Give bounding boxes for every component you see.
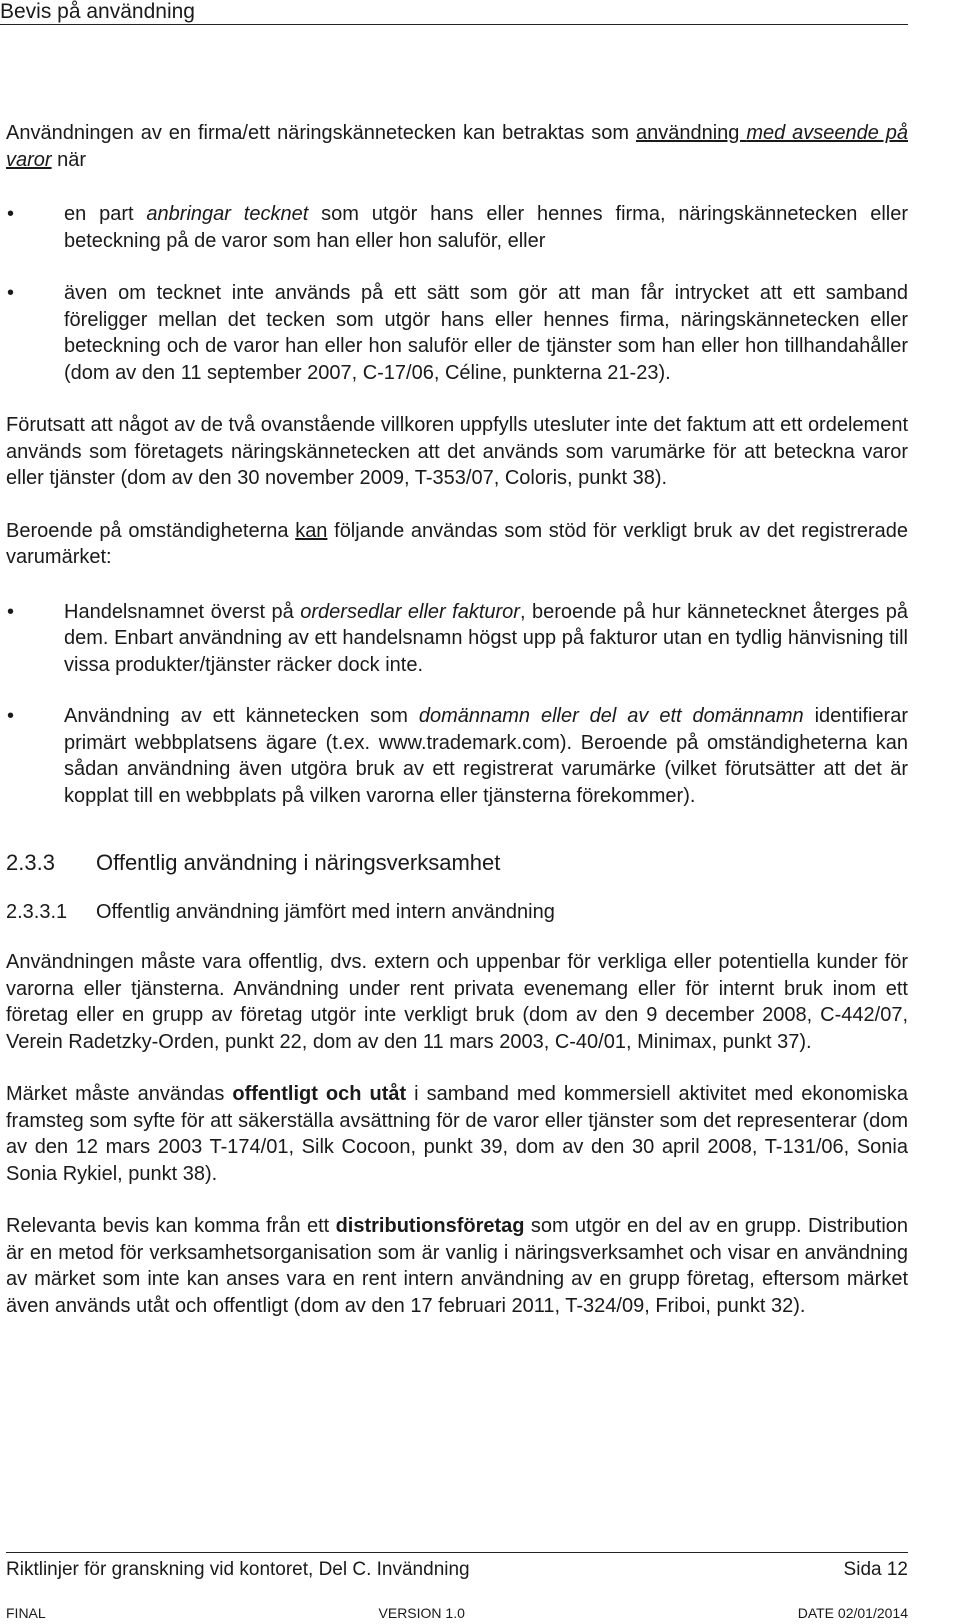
para-text: Märket måste användas	[6, 1083, 233, 1105]
para-bold: offentligt och utåt	[232, 1083, 407, 1105]
para-text: Beroende på omständigheterna	[6, 519, 296, 542]
page-number: Sida 12	[843, 1559, 908, 1580]
list-item	[6, 201, 908, 254]
section-title: Offentlig användning i näringsverksamhet	[96, 850, 501, 875]
item-text: även om tecknet inte används på ett sätt som gör att man får intrycket att ett samband föreligger mellan det tecken som utgör hans eller hennes firma, näringskännetecken eller beteckning och de varor han eller hon saluför eller de tjänster som han eller hon tillhandahåller (dom av den 11 september 2007, C-17/06, Céline, punkterna 21-23).	[64, 282, 908, 384]
bullet-icon: •	[7, 203, 15, 225]
para-underlined: kan	[295, 519, 328, 542]
bullet-icon: •	[7, 600, 15, 623]
header-title: Bevis på användning	[0, 0, 195, 23]
evidence-list	[6, 599, 908, 810]
para-text: Relevanta bevis kan komma från ett	[6, 1215, 336, 1237]
item-text-end: identifierar primärt webbplatsens ägare (t.ex. www.trademark.com). Beroende på omständigheterna kan sådan användning även utgöra bruk av ett registrerat varumärke (vilket förutsätter att det är kopplat till en webbplats på vilken varorna eller tjänsterna förekommer).	[64, 705, 908, 807]
para-bold: distributionsföretag	[335, 1215, 525, 1237]
paragraph-intro	[6, 120, 908, 173]
document-body	[6, 120, 908, 1319]
bullet-icon: •	[7, 282, 15, 304]
para-text-end: följande användas som stöd för verkligt bruk av det registrerade varumärket:	[6, 519, 908, 568]
para-text-end: som utgör en del av en grupp. Distribution är en metod för verksamhetsorganisation som är vanlig i näringsverksamhet och visar en användning av märket som inte kan anses vara en rent intern användning av en grupp företag, eftersom märket även används utåt och offentligt (dom av den 17 februari 2011, T-324/09, Friboi, punkt 32).	[6, 1215, 909, 1317]
page-footer	[6, 1552, 908, 1581]
item-text: Användning av ett kännetecken som	[64, 705, 419, 727]
footer-status: FINAL	[6, 1605, 46, 1621]
intro-underlined-italic: med avseende på varor	[6, 122, 908, 171]
bullet-icon: •	[7, 705, 15, 727]
condition-list	[6, 201, 908, 386]
paragraph-public-use: Användningen måste vara offentlig, dvs. extern och uppenbar för verkliga eller potentiella kunder för varorna eller tjänsterna. Användning under rent privata evenemang eller för internt bruk inom ett företag eller en grupp av företag utgör inte verkligt bruk (dom av den 9 december 2008, C-442/07, Verein Radetzky-Orden, punkt 22, dom av den 11 mars 2003, C-40/01, Minimax, punkt 37).	[6, 951, 908, 1053]
intro-underlined: användning	[635, 122, 747, 144]
intro-text: Användningen av en firma/ett näringskännetecken kan betraktas som	[6, 122, 636, 144]
intro-end: när	[51, 148, 87, 171]
item-italic: anbringar tecknet	[146, 203, 309, 225]
footer-date: DATE 02/01/2014	[797, 1605, 908, 1621]
para-text-end: i samband med kommersiell aktivitet med ekonomiska framsteg som syfte för att säkerställa avsättning för de varor eller tjänster som det representerar (dom av den 12 mars 2003 T-174/01, Silk Cocoon, punkt 39, dom av den 30 april 2008, T-131/06, Sonia Sonia Rykiel, punkt 38).	[6, 1083, 908, 1185]
paragraph-outward	[6, 1081, 908, 1187]
footer-document-title: Riktlinjer för granskning vid kontoret, Del C. Invändning	[6, 1559, 470, 1580]
version-footer	[6, 1602, 908, 1624]
list-item	[6, 703, 908, 809]
item-text-end: som utgör hans eller hennes firma, näringskännetecken eller beteckning på de varor som han eller hon saluför, eller	[64, 203, 909, 252]
list-item	[6, 599, 908, 679]
section-heading	[6, 849, 908, 877]
item-italic: domännamn eller del av ett domännamn	[418, 705, 804, 727]
section-number: 2.3.3	[6, 850, 55, 875]
footer-version: VERSION 1.0	[378, 1605, 465, 1621]
page-header	[0, 0, 908, 25]
paragraph-condition: Förutsatt att något av de två ovanstående villkoren uppfylls utesluter inte det faktum att ett ordelement används som företagets näringskännetecken att det används som varumärke för att beteckna varor eller tjänster (dom av den 30 november 2009, T-353/07, Coloris, punkt 38).	[6, 414, 908, 489]
paragraph-circumstances	[6, 518, 908, 571]
item-italic: ordersedlar eller fakturor	[300, 600, 520, 623]
subsection-title: Offentlig användning jämfört med intern användning	[96, 901, 555, 923]
item-text-end: , beroende på hur kännetecknet återges på dem. Enbart användning av ett handelsnamn högst upp på fakturor utan en tydlig hänvisning till vissa produkter/tjänster räcker dock inte.	[64, 600, 909, 676]
list-item	[6, 280, 908, 386]
item-text: Handelsnamnet överst på	[64, 600, 301, 623]
paragraph-distribution	[6, 1213, 908, 1319]
item-text: en part	[64, 203, 147, 225]
subsection-heading	[6, 899, 908, 925]
subsection-number: 2.3.3.1	[6, 901, 68, 923]
